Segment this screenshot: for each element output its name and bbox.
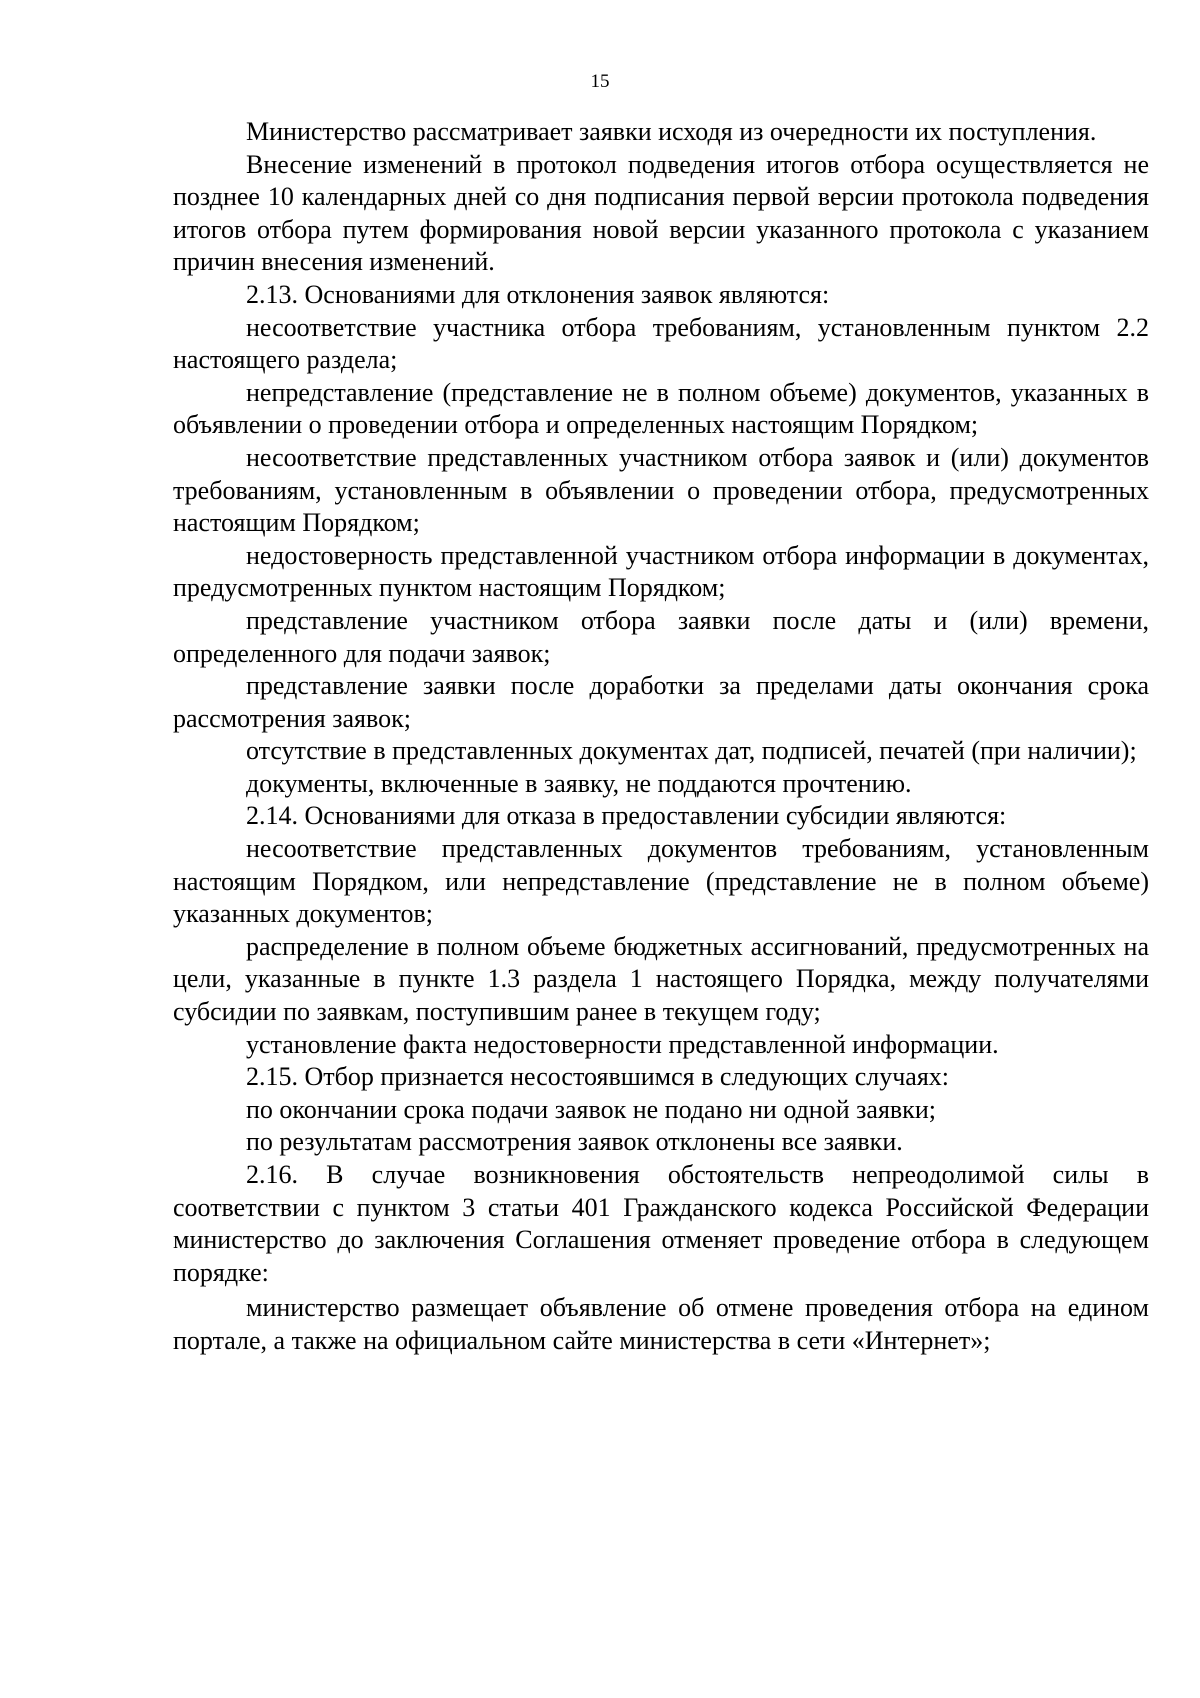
paragraph-refusal-reason-3: установление факта недостоверности представленной информации.: [246, 1029, 999, 1059]
paragraph-rejection-reason-7: отсутствие в представленных документах дат, подписей, печатей (при наличии);: [246, 736, 1137, 766]
paragraph-failed-selection-case-1: по окончании срока подачи заявок не подано ни одной заявки;: [246, 1094, 936, 1124]
paragraph-rejection-reason-4: недостоверность представленной участником отбора информации в документах, предусмотренных пунктом настоящим Порядком;: [173, 540, 1149, 603]
paragraph-2-13-heading: 2.13. Основаниями для отклонения заявок являются:: [246, 279, 830, 309]
paragraph-2-16-force-majeure: 2.16. В случае возникновения обстоятельств непреодолимой силы в соответствии с пунктом 3 статьи 401 Гражданского кодекса Российской Федерации министерство до заключения Соглашения отменяет проведение отбора в следующем порядке:: [173, 1160, 1149, 1287]
paragraph-consideration-order: Министерство рассматривает заявки исходя из очередности их поступления.: [246, 117, 1097, 146]
document-body: [173, 116, 1149, 1358]
page-number: 15: [590, 71, 610, 92]
paragraph-protocol-changes: Внесение изменений в протокол подведения итогов отбора осуществляется не позднее 10 календарных дней со дня подписания первой версии протокола подведения итогов отбора путем формирования новой версии указанного протокола с указанием причин внесения изменений.: [173, 149, 1149, 277]
paragraph-refusal-reason-2: распределение в полном объеме бюджетных ассигнований, предусмотренных на цели, указанные в пункте 1.3 раздела 1 настоящего Порядка, между получателями субсидии по заявкам, поступившим ранее в текущем году;: [173, 931, 1149, 1027]
paragraph-rejection-reason-2: непредставление (представление не в полном объеме) документов, указанных в объявлении о проведении отбора и определенных настоящим Порядком;: [173, 377, 1149, 440]
paragraph-2-15-heading: 2.15. Отбор признается несостоявшимся в следующих случаях:: [246, 1062, 950, 1092]
paragraph-refusal-reason-1: несоответствие представленных документов требованиям, установленным настоящим Порядком, или непредставление (представление не в полном объеме) указанных документов;: [173, 834, 1149, 929]
paragraph-rejection-reason-6: представление заявки после доработки за пределами даты окончания срока рассмотрения заявок;: [173, 671, 1149, 733]
paragraph-failed-selection-case-2: по результатам рассмотрения заявок отклонены все заявки.: [246, 1127, 903, 1157]
paragraph-cancellation-announcement: министерство размещает объявление об отмене проведения отбора на едином портале, а также на официальном сайте министерства в сети «Интернет»;: [173, 1293, 1149, 1355]
paragraph-rejection-reason-3: несоответствие представленных участником отбора заявок и (или) документов требованиям, установленным в объявлении о проведении отбора, предусмотренных настоящим Порядком;: [173, 442, 1149, 538]
paragraph-rejection-reason-5: представление участником отбора заявки после даты и (или) времени, определенного для подачи заявок;: [173, 605, 1149, 668]
paragraph-rejection-reason-1: несоответствие участника отбора требованиям, установленным пунктом 2.2 настоящего раздела;: [173, 312, 1149, 375]
paragraph-2-14-heading: 2.14. Основаниями для отказа в предоставлении субсидии являются:: [246, 801, 1007, 831]
paragraph-rejection-reason-8: документы, включенные в заявку, не поддаются прочтению.: [246, 768, 912, 798]
